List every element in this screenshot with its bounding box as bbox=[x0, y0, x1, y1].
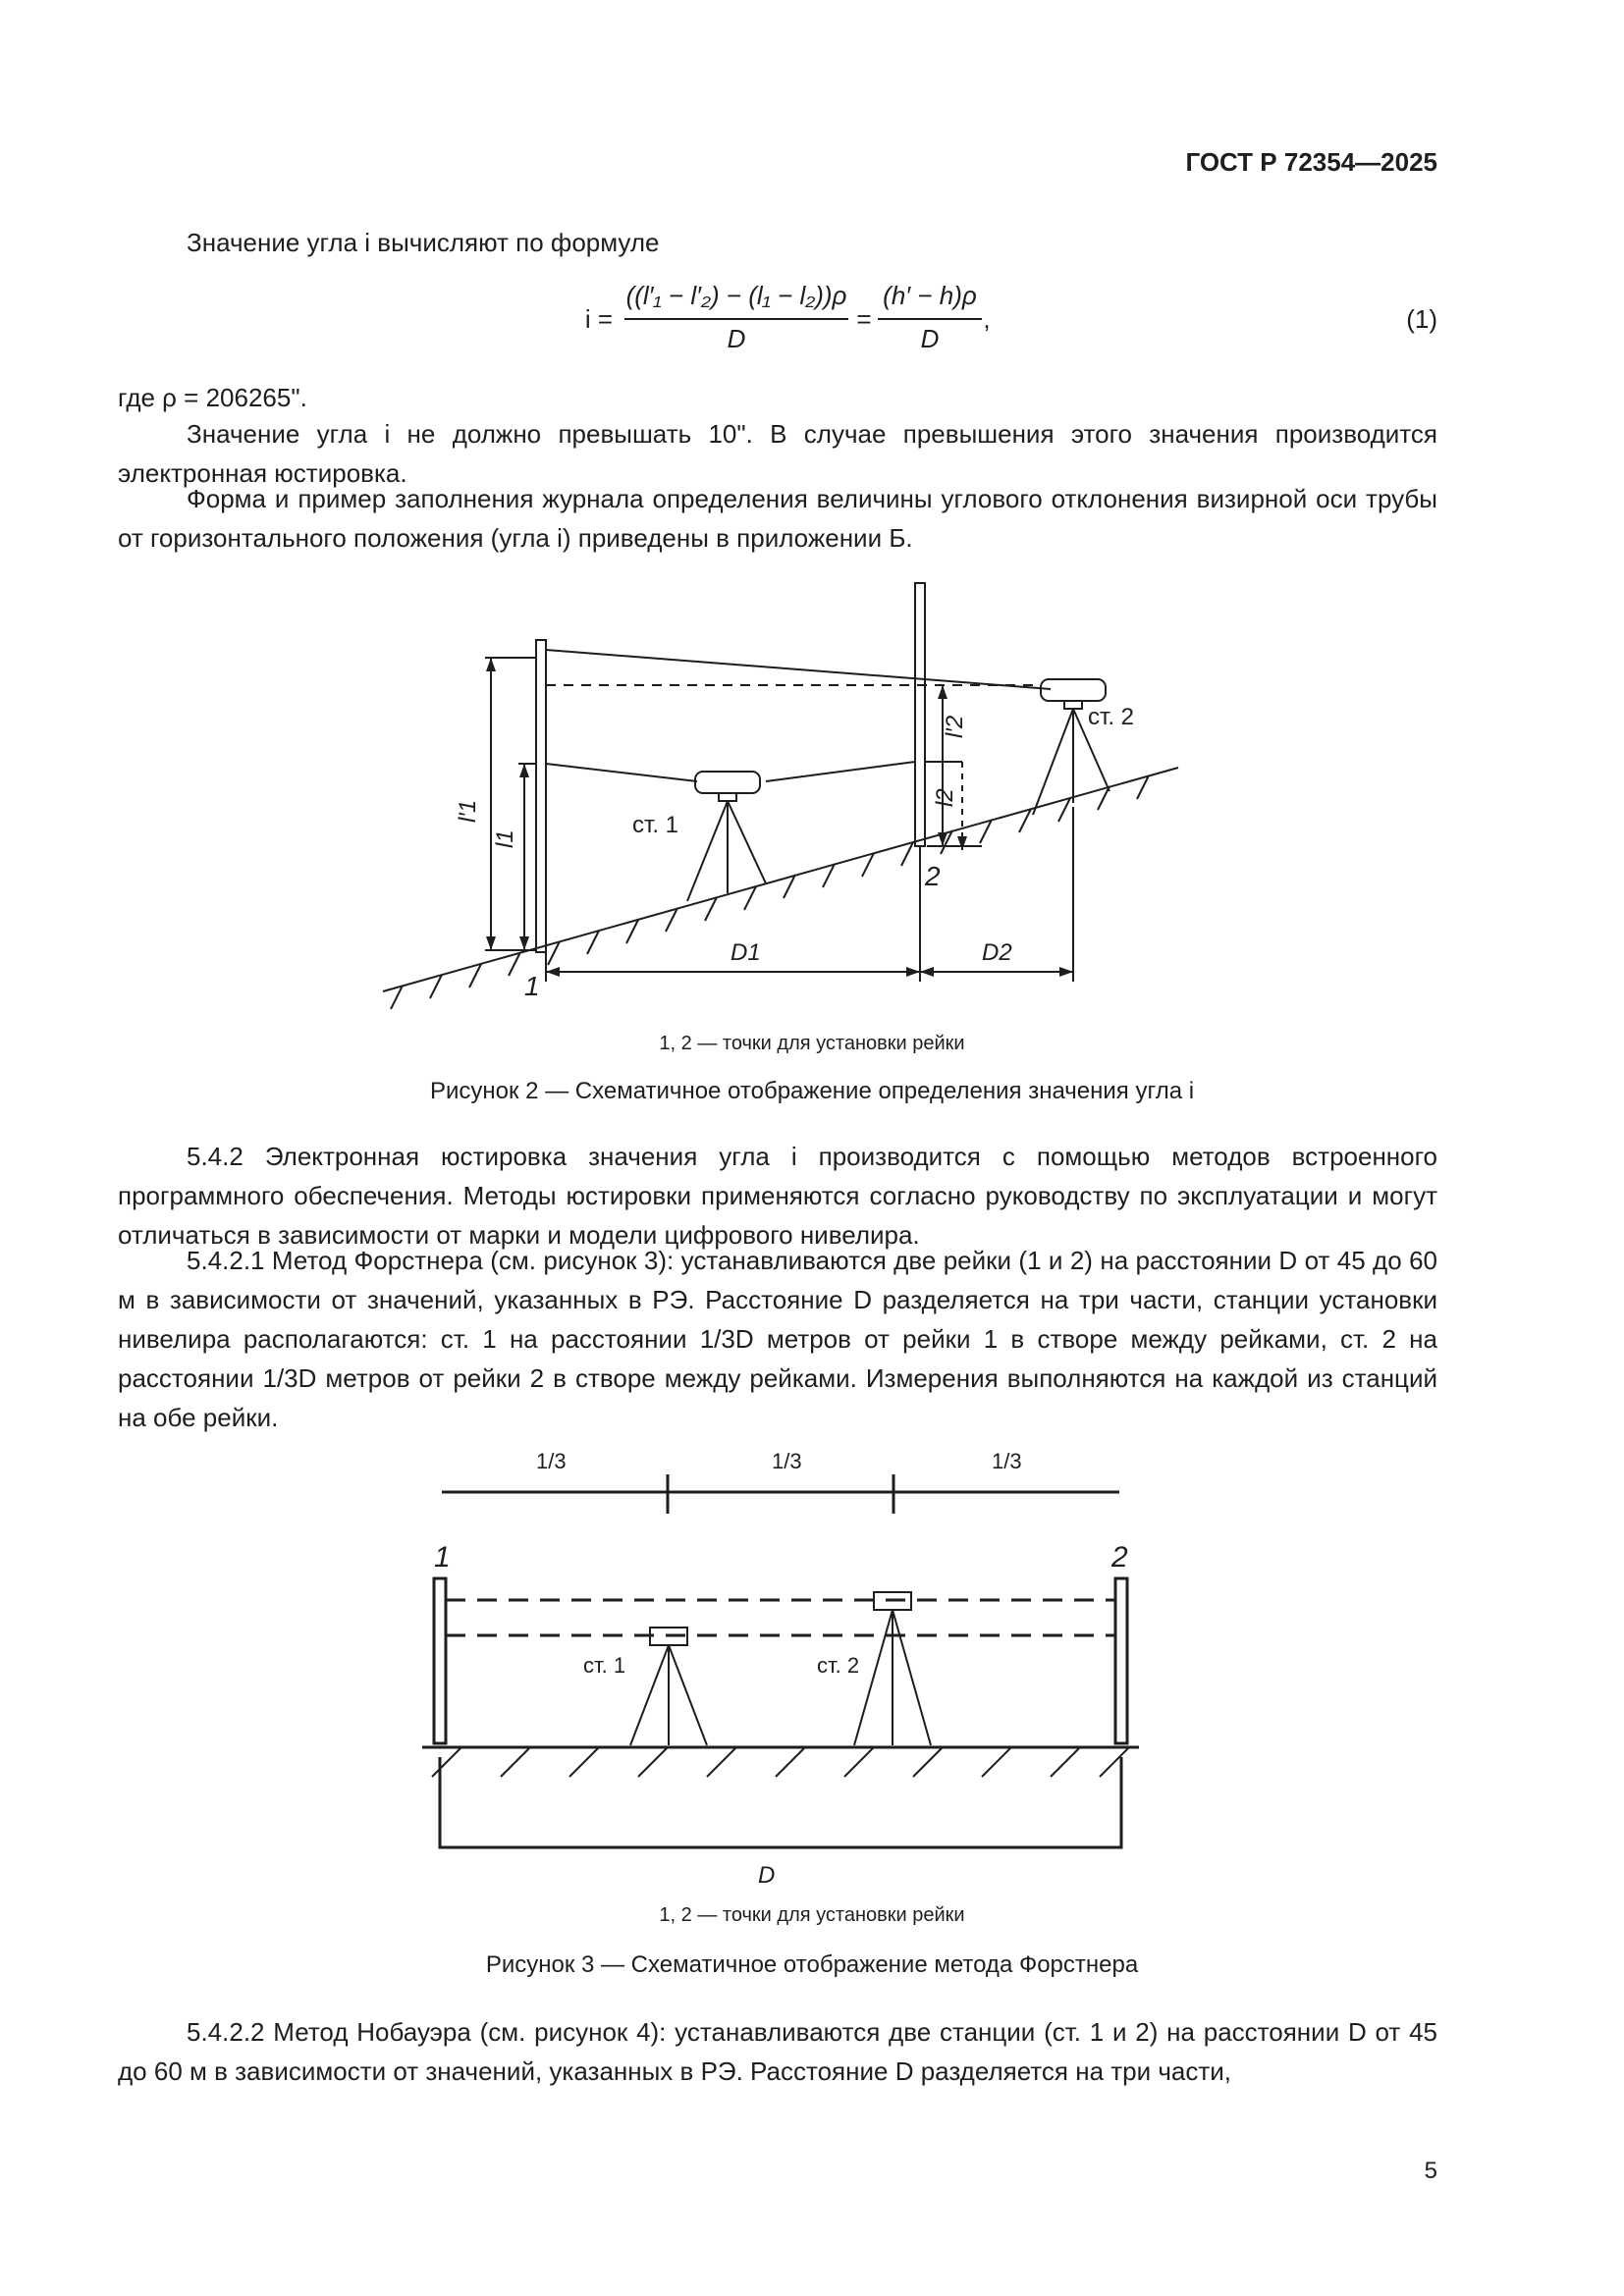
tripod-st1-right bbox=[728, 801, 766, 883]
sight-line-st1-left bbox=[546, 764, 697, 781]
rho-definition: где ρ = 206265". bbox=[118, 383, 307, 412]
fig2-D2-label: D2 bbox=[982, 939, 1012, 966]
fig2-point-2: 2 bbox=[925, 861, 941, 891]
fig3-staff-1 bbox=[434, 1578, 446, 1743]
paragraph-limit: Значение угла i не должно превышать 10". В случае превышения этого значения производится электронная юстировка. bbox=[118, 419, 1437, 488]
fig3-st1-label: ст. 1 bbox=[583, 1653, 626, 1678]
level-st1-mount bbox=[719, 793, 736, 801]
fig3-D-label: D bbox=[758, 1862, 776, 1889]
fig3-staff-2 bbox=[1115, 1578, 1127, 1743]
fig3-point-1: 1 bbox=[434, 1541, 451, 1574]
level-st2-mount bbox=[1064, 701, 1082, 709]
paragraph-5-4-2: 5.4.2 Электронная юстировка значения угла i производится с помощью методов встроенного программного обеспечения. Методы юстировки применяются согласно руководству по эксплуатации и могут отличаться в зависимости от марки и модели цифрового нивелира. bbox=[118, 1142, 1437, 1250]
figure-2-caption: Рисунок 2 — Схематичное отображение определения значения угла i bbox=[429, 1078, 1195, 1104]
figure-2-diagram bbox=[0, 0, 1624, 1041]
fig2-l2-label: l2 bbox=[932, 788, 958, 807]
fig2-l1-label: l1 bbox=[492, 829, 518, 848]
fig2-l2-prime-label: l′2 bbox=[942, 715, 968, 738]
fig2-D1-label: D1 bbox=[731, 939, 761, 966]
formula-equals: = bbox=[856, 304, 872, 334]
formula-numerator-2: (h′ − h)ρ bbox=[883, 281, 977, 310]
fig3-third-2: 1/3 bbox=[772, 1449, 802, 1473]
formula-comma: , bbox=[983, 304, 991, 334]
formula-denominator-1: D bbox=[727, 324, 746, 353]
fig2-l1-prime-label: l′1 bbox=[455, 799, 481, 823]
fig2-st1-label: ст. 1 bbox=[632, 812, 679, 838]
tripod-st1-left bbox=[687, 801, 728, 901]
paragraph-5-4-2-1: 5.4.2.1 Метод Форстнера (см. рисунок 3): устанавливаются две рейки (1 и 2) на расстоянии D от 45 до 60 м в зависимости от значений, указанных в РЭ. Расстояние D разделяется на три части, станции установки нивелира располагаются: ст. 1 на расстоянии 1/3D метров от рейки 1 в створе между рейками, ст. 2 на расстоянии 1/3D метров от рейки 2 в створе между рейками. Измерения выполняются на каждой из станций на обе рейки. bbox=[118, 1246, 1437, 1432]
ground-slope bbox=[383, 768, 1178, 991]
formula-denominator-2: D bbox=[920, 324, 940, 353]
formula-numerator-1: ((l′₁ − l′₂) − (l₁ − l₂))ρ bbox=[625, 281, 847, 310]
figure-3-diagram bbox=[0, 1414, 1624, 1944]
sight-line-upper bbox=[546, 650, 1051, 689]
formula-lhs: i = bbox=[584, 304, 614, 334]
staff-2 bbox=[915, 583, 925, 846]
fig2-st2-label: ст. 2 bbox=[1088, 704, 1135, 730]
fig3-point-2: 2 bbox=[1111, 1541, 1128, 1574]
figure-2-legend: 1, 2 — точки для установки рейки bbox=[659, 1033, 965, 1054]
fig3-ground-hatching bbox=[432, 1747, 1129, 1777]
fig3-st2-label: ст. 2 bbox=[817, 1653, 860, 1678]
document-code: ГОСТ Р 72354—2025 bbox=[1185, 147, 1437, 177]
staff-1 bbox=[536, 640, 546, 952]
level-st2 bbox=[1041, 679, 1106, 701]
sight-line-st1-right bbox=[766, 762, 915, 781]
fig3-third-3: 1/3 bbox=[992, 1449, 1022, 1473]
fig3-third-1: 1/3 bbox=[536, 1449, 567, 1473]
paragraph-form: Форма и пример заполнения журнала определения величины углового отклонения визирной оси трубы от горизонтального положения (угла i) приведены в приложении Б. bbox=[118, 484, 1437, 553]
fig2-point-1: 1 bbox=[524, 971, 540, 1001]
formula-intro: Значение угла i вычисляют по формуле bbox=[187, 228, 660, 257]
paragraph-5-4-2-2: 5.4.2.2 Метод Нобауэра (см. рисунок 4): устанавливаются две станции (ст. 1 и 2) на расстоянии D от 45 до 60 м в зависимости от значений, указанных в РЭ. Расстояние D разделяется на три части, bbox=[118, 2017, 1437, 2086]
page-number: 5 bbox=[1424, 2158, 1437, 2184]
formula-number: (1) bbox=[1406, 304, 1437, 334]
figure-3-legend: 1, 2 — точки для установки рейки bbox=[659, 1904, 965, 1926]
level-st1 bbox=[695, 772, 760, 793]
figure-3-caption: Рисунок 3 — Схематичное отображение метода Форстнера bbox=[485, 1951, 1139, 1978]
